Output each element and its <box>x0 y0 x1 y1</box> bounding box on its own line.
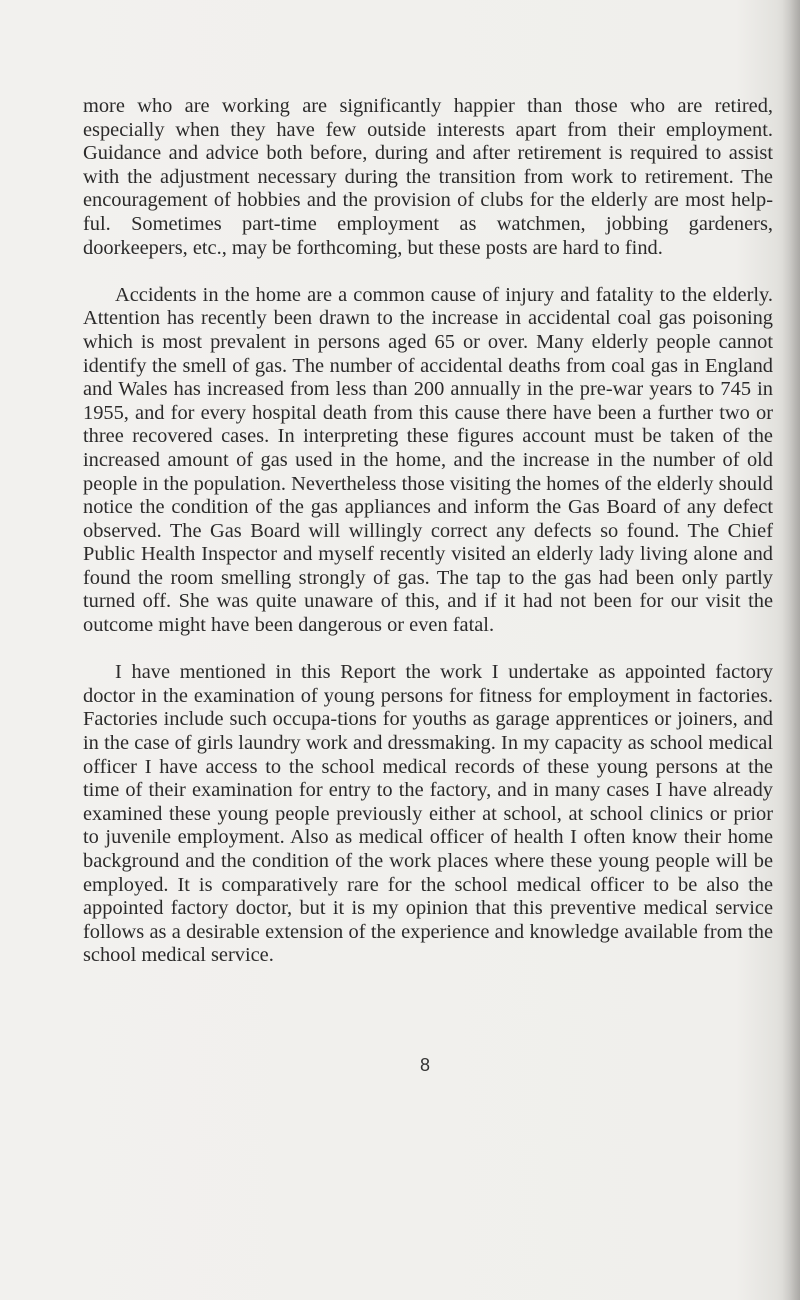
paragraph-retirement: more who are working are significantly happier than those who are retired, especially when they have few outside interests apart from their employment. Guidance and advice both before, during and after retirement is required to assist with the adjustment necessary during the transition from work to retirement. The encouragement of hobbies and the provision of clubs for the elderly are most help-ful. Sometimes part-time employment as watchmen, jobbing gardeners, doorkeepers, etc., may be forthcoming, but these posts are hard to find. <box>83 95 773 259</box>
page-number: 8 <box>419 1055 430 1075</box>
body-text <box>83 95 773 968</box>
page-edge-shadow <box>782 0 800 1300</box>
paragraph-factory-doctor: I have mentioned in this Report the work I undertake as appointed factory doctor in the examination of young persons for fitness for employment in factories. Factories include such occupa-tions for youths as garage apprentices or joiners, and in the case of girls laundry work and dressmaking. In my capacity as school medical officer I have access to the school medical records of these young persons at the time of their examination for entry to the factory, and in many cases I have already examined these young people previously either at school, at school clinics or prior to juvenile employment. Also as medical officer of health I often know their home background and the condition of the work places where these young people will be employed. It is comparatively rare for the school medical officer to be also the appointed factory doctor, but it is my opinion that this preventive medical service follows as a desirable extension of the experience and knowledge available from the school medical service. <box>83 661 773 967</box>
paragraph-home-accidents: Accidents in the home are a common cause of injury and fatality to the elderly. Attention has recently been drawn to the increase in accidental coal gas poisoning which is most prevalent in persons aged 65 or over. Many elderly people cannot identify the smell of gas. The number of accidental deaths from coal gas in England and Wales has increased from less than 200 annually in the pre-war years to 745 in 1955, and for every hospital death from this cause there have been a further two or three recovered cases. In interpreting these figures account must be taken of the increased amount of gas used in the home, and the increase in the number of old people in the population. Nevertheless those visiting the homes of the elderly should notice the condition of the gas appliances and inform the Gas Board of any defect observed. The Gas Board will willingly correct any defects so found. The Chief Public Health Inspector and myself recently visited an elderly lady living alone and found the room smelling strongly of gas. The tap to the gas had been only partly turned off. She was quite unaware of this, and if it had not been for our visit the outcome might have been dangerous or even fatal. <box>83 283 773 637</box>
